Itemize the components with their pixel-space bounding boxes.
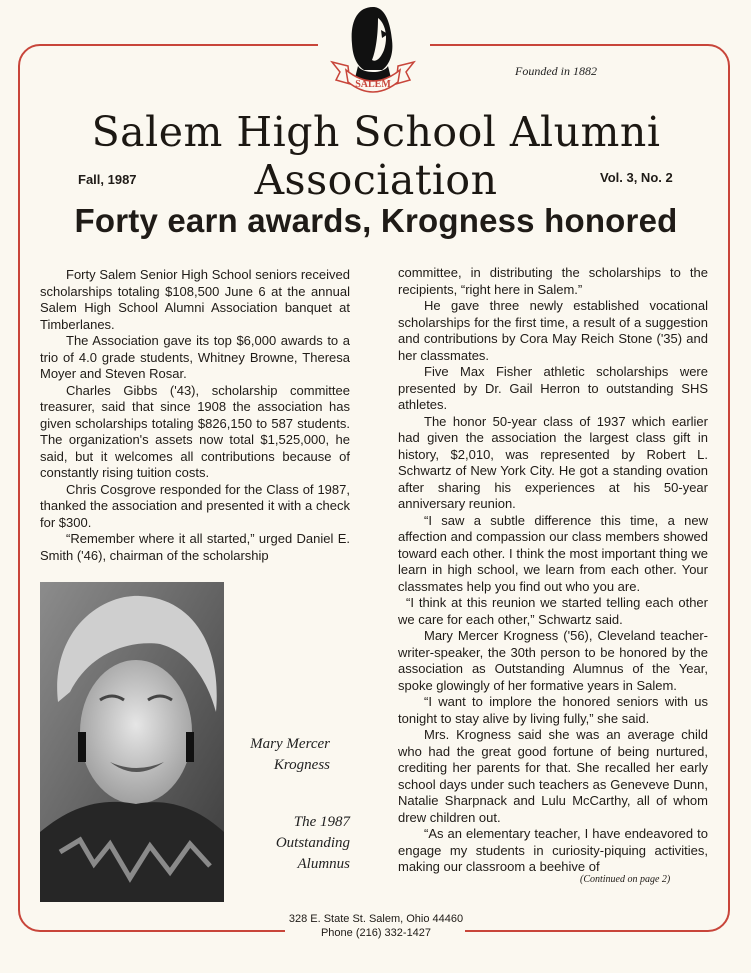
paragraph: Forty Salem Senior High School seniors received scholarships totaling $108,500 June 6 at the annual Salem High School Alumni Association banquet at Timberlanes. (40, 267, 350, 332)
paragraph: “Remember where it all started,” urged Daniel E. Smith ('46), chairman of the scholarship (40, 531, 350, 563)
paragraph: Charles Gibbs ('43), scholarship committee treasurer, said that since 1908 the association has given scholarships totaling $826,150 to 587 students. The organization's assets now total $1,525,000, he said, but it welcomes all contributions because of constantly rising tuition costs. (40, 382, 350, 480)
paragraph: The Association gave its top $6,000 awards to a trio of 4.0 grade students, Whitney Browne, Theresa Moyer and Steven Rosar. (40, 333, 350, 381)
caption-line: Krogness (273, 757, 330, 773)
issue-number: Vol. 3, No. 2 (600, 170, 673, 185)
footer-address (20, 912, 732, 940)
paragraph: “As an elementary teacher, I have endeavored to engage my students in curiosity-piquing activities, making our classroom a beehive of (398, 826, 708, 874)
article-column-right (398, 265, 708, 876)
photo-caption-title (228, 812, 350, 875)
caption-line: Mary Mercer (250, 736, 330, 752)
issue-date: Fall, 1987 (78, 172, 137, 187)
address-street: 328 E. State St. Salem, Ohio 44460 (288, 913, 464, 925)
caption-line: Alumnus (297, 856, 350, 872)
portrait-photo (40, 582, 224, 902)
paragraph: Mrs. Krogness said she was an average child who had the great good fortune of being nurtured, crediting her parents for that. She recalled her early school days under such teachers as Geneveve Dunn, Natalie Sharpnack and Lulu McCarthy, all of whom drew children out. (398, 727, 708, 825)
portrait-image (40, 582, 224, 902)
photo-caption-name (228, 734, 330, 776)
paragraph: “I think at this reunion we started telling each other we care for each other,” Schwartz said. (398, 595, 708, 627)
paragraph: “I saw a subtle difference this time, a new affection and compassion our class members showed toward each other. I think the most important thing we learn in high school, we learn from each other. Your classmates help you find out who you are. (398, 512, 708, 594)
address-phone: Phone (216) 332-1427 (320, 927, 432, 939)
paragraph: committee, in distributing the scholarships to the recipients, “right here in Salem.” (398, 265, 708, 297)
salem-quaker-logo (328, 4, 418, 96)
masthead-title: Salem High School Alumni Association (91, 108, 661, 204)
headline: Forty earn awards, Krogness honored (74, 202, 678, 239)
caption-line: The 1987 (293, 814, 350, 830)
paragraph: He gave three newly established vocational scholarships for the first time, a result of a suggestion and contributions by Cora May Reich Stone ('35) and her classmates. (398, 298, 708, 363)
paragraph: Five Max Fisher athletic scholarships were presented by Dr. Gail Herron to outstanding SHS athletes. (398, 364, 708, 412)
paragraph: Chris Cosgrove responded for the Class of 1987, thanked the association and presented it with a check for $300. (40, 481, 350, 530)
paragraph: The honor 50-year class of 1937 which earlier had given the association the largest class gift in history, $2,010, was represented by Robert L. Schwartz of New York City. He got a standing ovation after sharing his experiences at his 50-year anniversary reunion. (398, 413, 708, 511)
founded-date: Founded in 1882 (515, 64, 597, 78)
paragraph: “I want to implore the honored seniors with us tonight to stay alive by living fully,” she said. (398, 694, 708, 726)
continued-note: (Continued on page 2) (580, 874, 671, 885)
logo-banner-text: SALEM (355, 79, 391, 90)
article-column-left (40, 267, 350, 564)
paragraph: Mary Mercer Krogness ('56), Cleveland teacher-writer-speaker, the 30th person to be honored by the association as Outstanding Alumnus of the Year, spoke glowingly of her formative years in Salem. (398, 628, 708, 693)
caption-line: Outstanding (275, 835, 350, 851)
